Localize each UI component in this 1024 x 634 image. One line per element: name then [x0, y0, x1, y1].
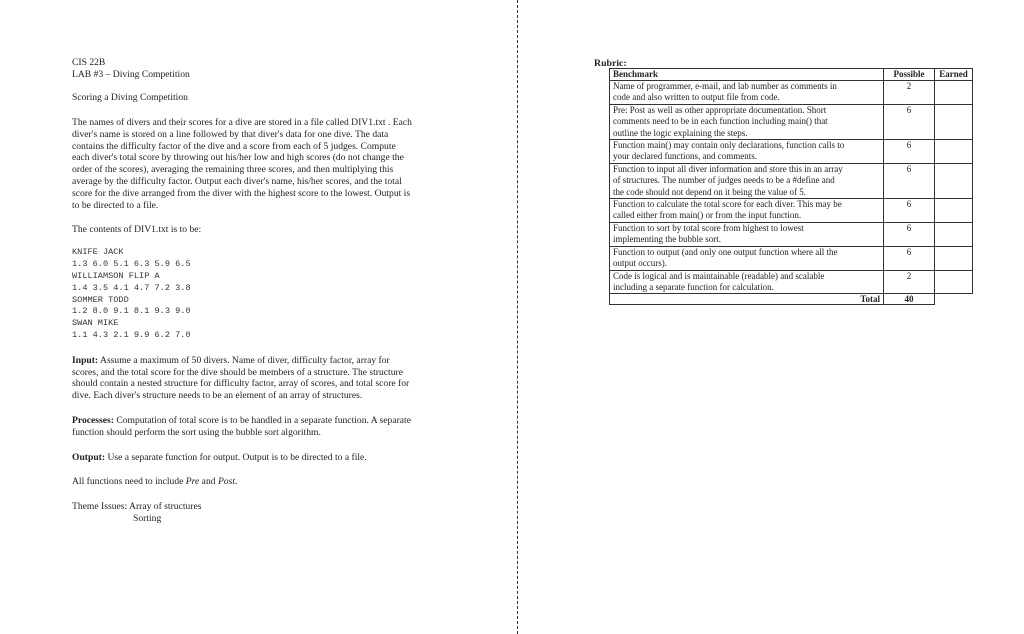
benchmark-line: the code should not depend on it being the value of 5. [613, 186, 806, 197]
description-line: diver's name is stored on a line followed by that diver's data for one dive. The data [72, 128, 389, 140]
course-code: CIS 22B [72, 57, 106, 68]
benchmark-line: of structures. The number of judges needs to be a #define and [613, 175, 835, 186]
description-line: each diver's total score by throwing out his/her low and high scores (do not change the [72, 152, 404, 164]
total-row [610, 294, 973, 305]
file-line: KNIFE JACK [72, 247, 124, 258]
output-label: Output: [72, 451, 106, 463]
processes-section [72, 415, 444, 439]
file-line: SOMMER TODD [72, 294, 129, 305]
description-line: average by the difficulty factor. Output each diver's name, his/her scores, and the total [72, 175, 402, 187]
page-divider [517, 0, 518, 634]
input-line: scores, and the total score for the dive should be members of a structure. The structure [72, 366, 403, 378]
possible-header: Possible [884, 69, 935, 81]
earned-cell [935, 270, 973, 294]
file-line: 1.1 4.3 2.1 9.9 6.2 7.0 [72, 329, 191, 340]
description-paragraph [72, 117, 444, 211]
possible-cell: 6 [884, 104, 935, 139]
table-row [610, 222, 973, 246]
functions-note [72, 476, 444, 488]
table-row [610, 270, 973, 294]
benchmark-cell [610, 163, 884, 198]
earned-cell [935, 104, 973, 139]
total-label: Total [610, 294, 884, 305]
processes-text: Computation of total score is to be handled in a separate function. A separate [113, 414, 411, 426]
input-line: dive. Each diver's structure needs to be an element of an array of structures. [72, 390, 363, 402]
benchmark-line: Function to sort by total score from highest to lowest [613, 222, 804, 233]
benchmark-line: Function main() may contain only declarations, function calls to [613, 140, 845, 151]
possible-cell: 6 [884, 163, 935, 198]
input-label: Input: [72, 354, 99, 366]
rubric-table [609, 68, 973, 305]
file-contents-label: The contents of DIV1.txt is to be: [72, 224, 202, 236]
pre-keyword: Pre [185, 476, 200, 488]
benchmark-line: called either from main() or from the input function. [613, 210, 802, 221]
earned-cell [935, 199, 973, 223]
description-line: The names of divers and their scores for a dive are stored in a file called DIV1.txt . Each [72, 117, 412, 128]
description-line: score for the dive arranged from the diver with the highest score to the lowest. Output is [72, 187, 411, 199]
rubric-header-row [610, 69, 973, 81]
assignment-subtitle: Scoring a Diving Competition [72, 92, 188, 103]
description-line: order of the scores), averaging the remaining three scores, and then multiplying this [72, 164, 394, 176]
table-row [610, 163, 973, 198]
functions-note-and: and [199, 476, 218, 488]
input-text: Assume a maximum of 50 divers. Name of diver, difficulty factor, array for [98, 354, 390, 366]
input-section [72, 355, 444, 402]
benchmark-line: comments need to be in each function including main() that [613, 116, 828, 127]
benchmark-cell [610, 246, 884, 270]
benchmark-line: your declared functions, and comments. [613, 151, 757, 162]
possible-cell: 6 [884, 199, 935, 223]
file-line: 1.4 3.5 4.1 4.7 7.2 3.8 [72, 282, 191, 293]
lab-title: LAB #3 – Diving Competition [72, 69, 190, 80]
benchmark-line: output occurs). [613, 258, 667, 269]
earned-header: Earned [935, 69, 973, 81]
post-keyword: Post [217, 476, 235, 488]
earned-cell [935, 81, 973, 105]
earned-cell [935, 140, 973, 164]
file-line: SWAN MIKE [72, 318, 119, 329]
table-row [610, 246, 973, 270]
benchmark-line: implementing the bubble sort. [613, 234, 721, 245]
benchmark-cell [610, 140, 884, 164]
processes-line: function should perform the sort using the bubble sort algorithm. [72, 426, 321, 438]
benchmark-line: including a separate function for calculation. [613, 281, 774, 292]
total-value: 40 [884, 294, 935, 305]
possible-cell: 6 [884, 246, 935, 270]
benchmark-line: Code is logical and is maintainable (readable) and scalable [613, 270, 825, 281]
possible-cell: 6 [884, 140, 935, 164]
benchmark-cell [610, 199, 884, 223]
file-line: 1.2 8.0 9.1 8.1 9.3 9.0 [72, 306, 191, 317]
rubric-title: Rubric: [594, 58, 627, 69]
benchmark-header: Benchmark [610, 69, 884, 81]
benchmark-line: code and also written to output file from code. [613, 92, 780, 103]
functions-note-text: All functions need to include [72, 476, 186, 488]
benchmark-cell [610, 81, 884, 105]
theme-issues: Theme Issues: Array of structures [72, 501, 202, 513]
table-row [610, 104, 973, 139]
benchmark-line: Function to output (and only one output function where all the [613, 246, 838, 257]
earned-cell [935, 246, 973, 270]
earned-cell [935, 222, 973, 246]
earned-cell [935, 163, 973, 198]
file-line: 1.3 6.0 5.1 6.3 5.9 6.5 [72, 259, 191, 270]
benchmark-cell [610, 270, 884, 294]
input-line: should contain a nested structure for difficulty factor, array of scores, and total score for [72, 378, 410, 390]
possible-cell: 2 [884, 270, 935, 294]
benchmark-line: Pre: Post as well as other appropriate documentation. Short [613, 104, 827, 115]
benchmark-line: Function to calculate the total score for each diver. This may be [613, 199, 842, 210]
benchmark-line: Name of programmer, e-mail, and lab number as comments in [613, 81, 837, 91]
benchmark-line: outline the logic explaining the steps. [613, 127, 748, 138]
table-row [610, 140, 973, 164]
total-earned-blank [935, 294, 973, 305]
left-page [72, 57, 444, 525]
possible-cell: 6 [884, 222, 935, 246]
output-section [72, 452, 444, 464]
functions-note-end: . [235, 476, 238, 488]
table-row [610, 81, 973, 105]
benchmark-line: Function to input all diver information and store this in an array [613, 163, 843, 174]
file-line: WILLIAMSON FLIP A [72, 270, 160, 281]
file-contents-block [72, 247, 444, 341]
theme-issues-sorting: Sorting [133, 512, 162, 524]
benchmark-cell [610, 222, 884, 246]
benchmark-cell [610, 104, 884, 139]
possible-cell: 2 [884, 81, 935, 105]
table-row [610, 199, 973, 223]
processes-label: Processes: [72, 414, 114, 426]
description-line: to be directed to a file. [72, 199, 159, 211]
description-line: contains the difficulty factor of the dive and a score from each of 5 judges. Compute [72, 140, 396, 152]
output-text: Use a separate function for output. Output is to be directed to a file. [105, 451, 367, 463]
